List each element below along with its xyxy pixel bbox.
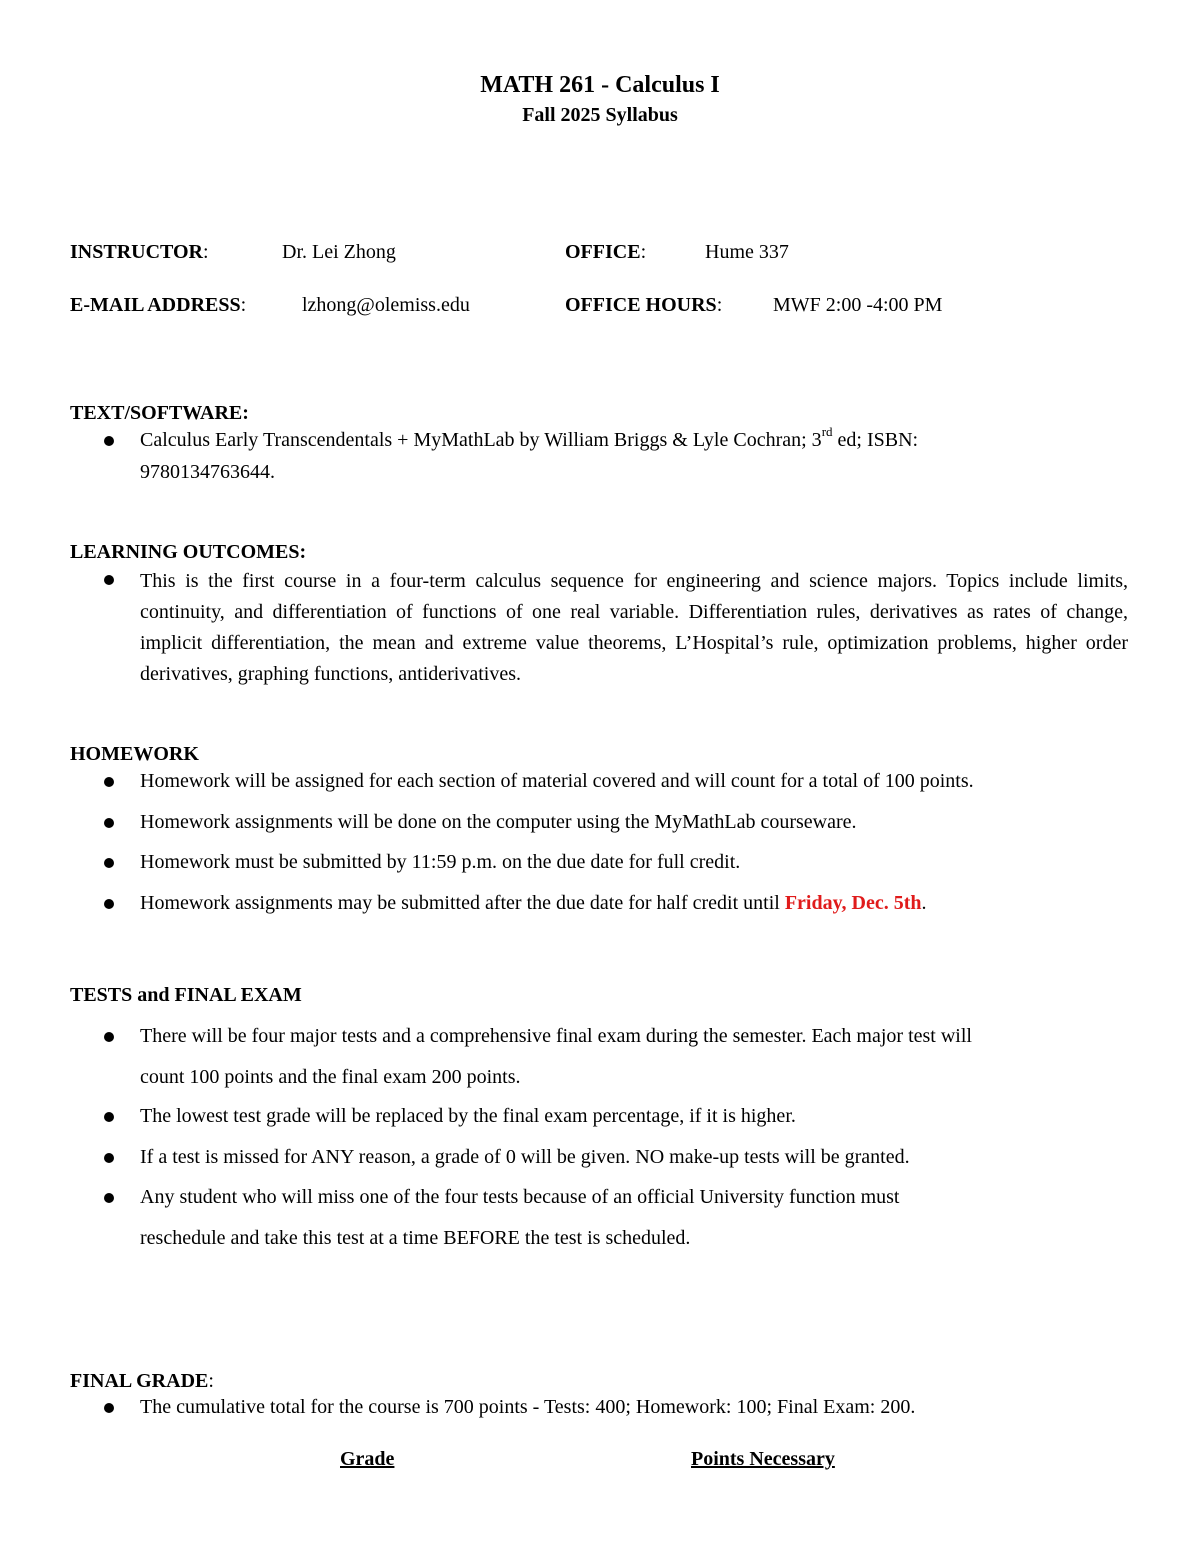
learning-outcomes-text: This is the first course in a four-term calculus sequence for engineering and science majors. Topics include limits, continuity, and differentiation of functions of one real variable. Differentiation rules, derivatives as rates of change, implicit differentiation, the mean and extreme value theorems, L’Hospital’s rule, optimization problems, higher order derivatives, graphing functions, antiderivatives. [140, 570, 1128, 685]
learning-outcomes-heading: LEARNING OUTCOMES: [70, 541, 307, 563]
edition-superscript: rd [821, 424, 833, 440]
textbook-isbn: 9780134763644. [140, 461, 275, 483]
email-label: E-MAIL ADDRESS [70, 294, 241, 316]
colon: : [203, 241, 209, 263]
bullet-icon [104, 575, 114, 585]
tests-item-4-line-1: Any student who will miss one of the four tests because of an official University function must [140, 1186, 900, 1208]
homework-item-3: Homework must be submitted by 11:59 p.m. on the due date for full credit. [140, 851, 741, 873]
email-label-row [70, 293, 246, 317]
office-hours-value: MWF 2:00 -4:00 PM [773, 294, 943, 316]
tests-item-2: The lowest test grade will be replaced by the final exam percentage, if it is higher. [140, 1105, 796, 1127]
email-value: lzhong@olemiss.edu [302, 294, 470, 316]
colon: : [240, 294, 247, 316]
page-subtitle: Fall 2025 Syllabus [522, 104, 678, 126]
bullet-icon [104, 436, 114, 446]
late-policy-text: Homework assignments may be submitted after the due date for half credit until [140, 892, 785, 914]
homework-heading: HOMEWORK [70, 743, 199, 765]
textbook-line-1 [140, 424, 919, 452]
instructor-label-row [70, 240, 209, 264]
text-software-heading: TEXT/SOFTWARE: [70, 402, 249, 424]
late-deadline: Friday, Dec. 5th [784, 892, 922, 914]
page-title: MATH 261 - Calculus I [480, 72, 720, 98]
bullet-icon [104, 899, 114, 909]
bullet-icon [104, 1112, 114, 1122]
textbook-text: Calculus Early Transcendentals + MyMathLab by William Briggs & Lyle Cochran; 3 [140, 429, 822, 451]
bullet-icon [104, 1153, 114, 1163]
bullet-icon [104, 777, 114, 787]
instructor-name: Dr. Lei Zhong [282, 241, 396, 263]
instructor-label: INSTRUCTOR [70, 241, 203, 263]
office-value: Hume 337 [705, 241, 789, 263]
homework-item-4 [140, 892, 926, 915]
office-hours-label: OFFICE HOURS [565, 294, 717, 316]
late-policy-end: . [921, 892, 927, 914]
homework-item-2: Homework assignments will be done on the computer using the MyMathLab courseware. [140, 811, 857, 833]
tests-item-1-line-2: count 100 points and the final exam 200 points. [140, 1066, 521, 1088]
colon: : [208, 1370, 214, 1392]
grade-column-header: Grade [340, 1448, 395, 1470]
tests-item-4-line-2: reschedule and take this test at a time BEFORE the test is scheduled. [140, 1227, 691, 1249]
colon: : [640, 241, 647, 263]
bullet-icon [104, 818, 114, 828]
tests-heading: TESTS and FINAL EXAM [70, 984, 302, 1006]
colon: : [716, 294, 723, 316]
tests-item-3: If a test is missed for ANY reason, a grade of 0 will be given. NO make-up tests will be granted. [140, 1146, 910, 1168]
office-label-row [565, 240, 646, 264]
tests-item-1-line-1: There will be four major tests and a comprehensive final exam during the semester. Each major test will [140, 1025, 972, 1047]
bullet-icon [104, 858, 114, 868]
homework-item-1: Homework will be assigned for each section of material covered and will count for a total of 100 points. [140, 770, 974, 792]
final-grade-heading-row [70, 1369, 214, 1393]
textbook-text-tail: ed; ISBN: [832, 429, 919, 451]
final-grade-heading: FINAL GRADE [70, 1370, 209, 1392]
bullet-icon [104, 1403, 114, 1413]
points-column-header: Points Necessary [691, 1448, 835, 1470]
bullet-icon [104, 1032, 114, 1042]
bullet-icon [104, 1193, 114, 1203]
final-grade-item: The cumulative total for the course is 700 points - Tests: 400; Homework: 100; Final Exam: 200. [140, 1396, 916, 1418]
office-hours-label-row [565, 293, 722, 317]
office-label: OFFICE [565, 241, 641, 263]
